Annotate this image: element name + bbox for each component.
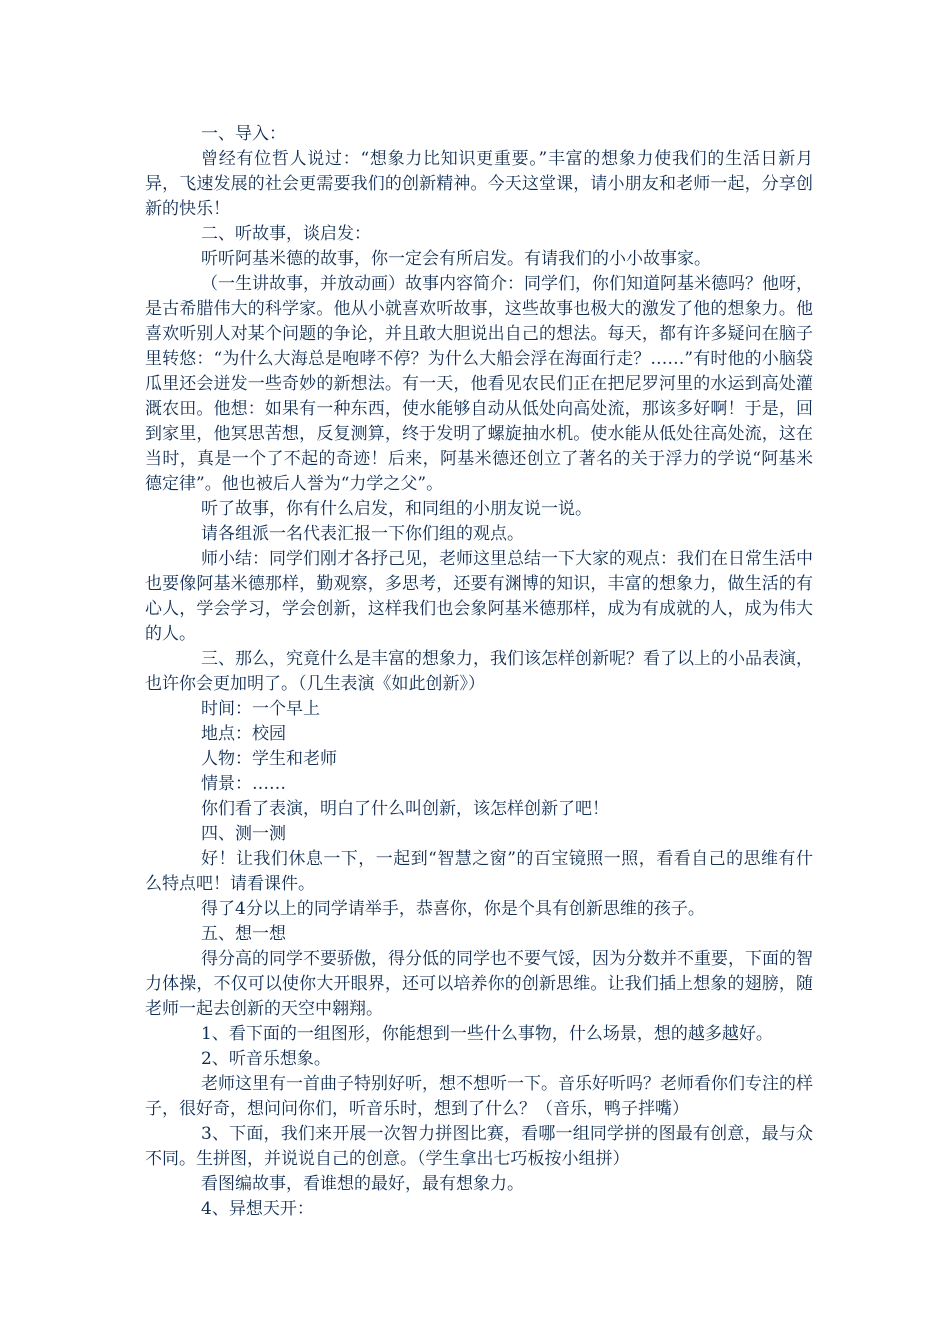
paragraph: 你们看了表演，明白了什么叫创新，该怎样创新了吧！: [201, 799, 609, 819]
paragraph: 听了故事，你有什么启发，和同组的小朋友说一说。: [201, 499, 592, 519]
paragraph: 4、异想天开：: [201, 1199, 314, 1219]
paragraph: 老师这里有一首曲子特别好听，想不想听一下。音乐好听吗？老师看你们专注的样子，很好奇，想问问你们，听音乐时，想到了什么？（音乐，鸭子拌嘴）: [145, 1074, 813, 1119]
paragraph: 好！让我们休息一下，一起到“智慧之窗”的百宝镜照一照，看看自己的思维有什么特点吧！请看课件。: [145, 849, 813, 894]
section-heading-intro: 一、导入：: [201, 124, 286, 144]
paragraph: （一生讲故事，并放动画）故事内容简介：同学们，你们知道阿基米德吗？他呀，是古希腊伟大的科学家。他从小就喜欢听故事，这些故事也极大的激发了他的想象力。他喜欢听别人对某个问题的争论，并且敢大胆说出自己的想法。每天，都有许多疑问在脑子里转悠：“为什么大海总是咆哮不停？为什么大船会浮在海面行走？……”有时他的小脑袋瓜里还会迸发一些奇妙的新想法。有一天，他看见农民们正在把尼罗河里的水运到高处灌溉农田。他想：如果有一种东西，使水能够自动从低处向高处流，那该多好啊！于是，回到家里，他冥思苦想，反复测算，终于发明了螺旋抽水机。使水能从低处往高处流，这在当时，真是一个了不起的奇迹！后来，阿基米德还创立了著名的关于浮力的学说“阿基米德定律”。他也被后人誉为“力学之父”。: [145, 274, 813, 494]
paragraph: 听听阿基米德的故事，你一定会有所启发。有请我们的小小故事家。: [201, 249, 711, 269]
paragraph: 1、看下面的一组图形，你能想到一些什么事物，什么场景，想的越多越好。: [201, 1024, 773, 1044]
paragraph: 人物：学生和老师: [201, 749, 337, 769]
section-heading-test: 四、测一测: [201, 824, 286, 844]
section-heading-think: 五、想一想: [201, 924, 286, 944]
paragraph: 3、下面，我们来开展一次智力拼图比赛，看哪一组同学拼的图最有创意，最与众不同。生拼图，并说说自己的创意。（学生拿出七巧板按小组拼）: [145, 1124, 813, 1169]
paragraph: 看图编故事，看谁想的最好，最有想象力。: [201, 1174, 524, 1194]
paragraph: 时间：一个早上: [201, 699, 320, 719]
paragraph: 2、听音乐想象。: [201, 1049, 331, 1069]
paragraph: 得了4分以上的同学请举手，恭喜你，你是个具有创新思维的孩子。: [201, 899, 705, 919]
paragraph: 师小结：同学们刚才各抒己见，老师这里总结一下大家的观点：我们在日常生活中也要像阿基米德那样，勤观察，多思考，还要有渊博的知识，丰富的想象力，做生活的有心人，学会学习，学会创新，这样我们也会象阿基米德那样，成为有成就的人，成为伟大的人。: [145, 549, 813, 644]
paragraph: 情景：……: [201, 774, 286, 794]
section-heading-imagination: 三、那么，究竟什么是丰富的想象力，我们该怎样创新呢？看了以上的小品表演，也许你会更加明了。（几生表演《如此创新》）: [145, 649, 813, 694]
paragraph: 得分高的同学不要骄傲，得分低的同学也不要气馁，因为分数并不重要，下面的智力体操，不仅可以使你大开眼界，还可以培养你的创新思维。让我们插上想象的翅膀，随老师一起去创新的天空中翱翔。: [145, 949, 813, 1019]
section-heading-story: 二、听故事，谈启发：: [201, 224, 371, 244]
paragraph: 请各组派一名代表汇报一下你们组的观点。: [201, 524, 524, 544]
paragraph: 曾经有位哲人说过：“想象力比知识更重要。”丰富的想象力使我们的生活日新月异，飞速发展的社会更需要我们的创新精神。今天这堂课，请小朋友和老师一起，分享创新的快乐！: [145, 149, 813, 219]
paragraph: 地点：校园: [201, 724, 286, 744]
document-body: [145, 122, 813, 1222]
